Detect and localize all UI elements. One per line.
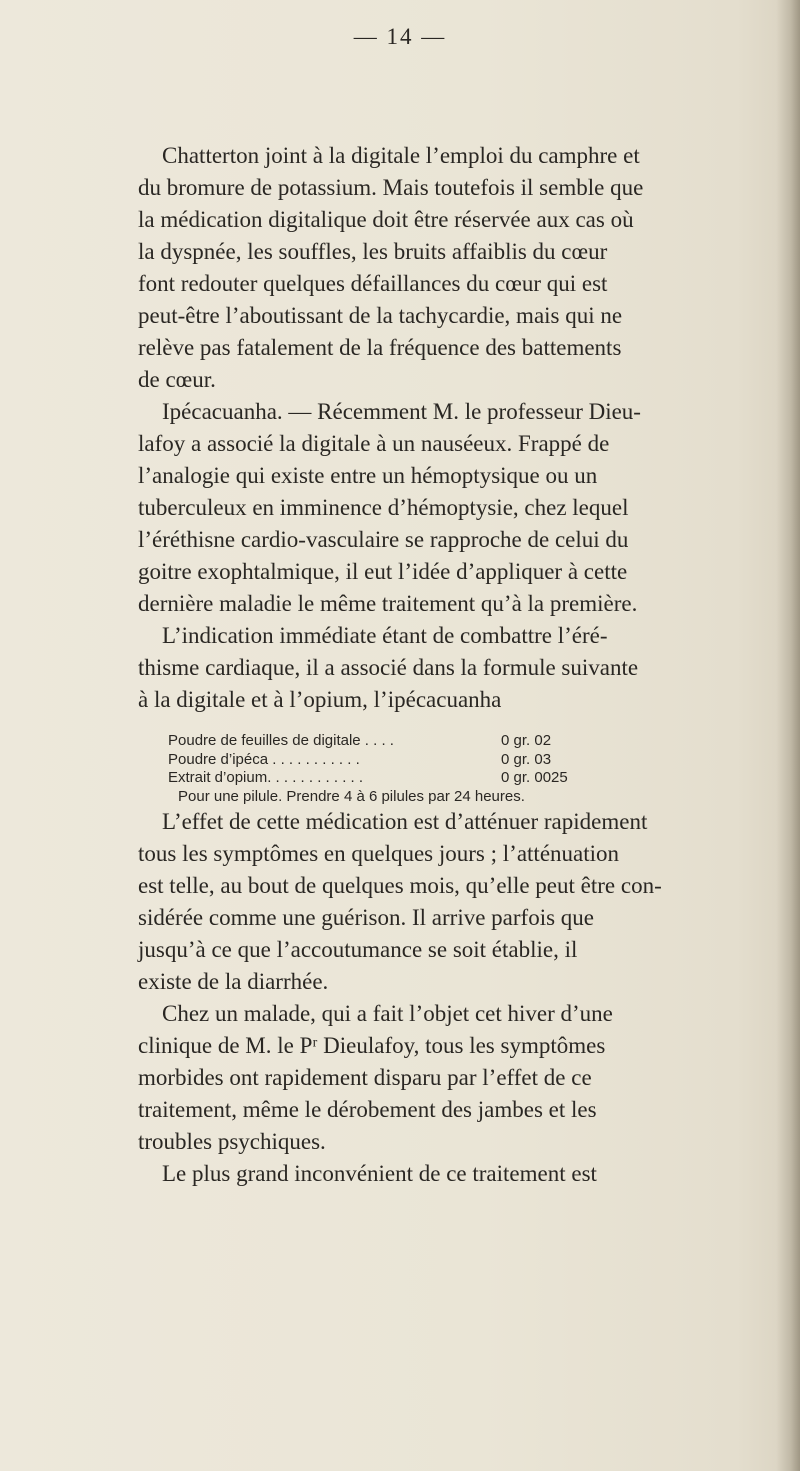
formula-quantity: 0 gr. 0025 xyxy=(501,769,568,786)
text-line: L’indication immédiate étant de combattre l’éré- xyxy=(162,623,608,648)
formula-ingredient: Poudre de feuilles de digitale . . . . xyxy=(168,732,394,749)
formula-quantity: 0 gr. 02 xyxy=(501,732,552,749)
text-line: la dyspnée, les souffles, les bruits affaiblis du cœur xyxy=(138,239,608,264)
text-line: sidérée comme une guérison. Il arrive parfois que xyxy=(138,905,594,930)
formula-row xyxy=(168,751,800,769)
formula-ingredient: Extrait d’opium. . . . . . . . . . . . xyxy=(168,769,364,786)
text-line: Le plus grand inconvénient de ce traitement est xyxy=(162,1161,597,1186)
text-line: de cœur. xyxy=(138,367,216,392)
text-line: existe de la diarrhée. xyxy=(138,969,329,994)
text-line: l’éréthisne cardio-vasculaire se rapproche de celui du xyxy=(138,527,629,552)
text-line: morbides ont rapidement disparu par l’effet de ce xyxy=(138,1065,592,1090)
text-line: relève pas fatalement de la fréquence des battements xyxy=(138,335,622,360)
text-line: font redouter quelques défaillances du cœur qui est xyxy=(138,271,608,296)
text-line: goitre exophtalmique, il eut l’idée d’appliquer à cette xyxy=(138,559,628,584)
formula-ingredient: Poudre d’ipéca . . . . . . . . . . . xyxy=(168,750,360,768)
formula-quantity: 0 gr. 03 xyxy=(501,750,552,768)
text-line: jusqu’à ce que l’accoutumance se soit établie, il xyxy=(138,937,578,962)
text-line: clinique de M. le Pʳ Dieulafoy, tous les symptômes xyxy=(138,1033,606,1058)
text-line: troubles psychiques. xyxy=(138,1129,326,1154)
text-line: Chatterton joint à la digitale l’emploi du camphre et xyxy=(162,143,640,168)
formula-note: Pour une pilule. Prendre 4 à 6 pilules par 24 heures. xyxy=(178,787,525,805)
text-line: est telle, au bout de quelques mois, qu’elle peut être con- xyxy=(138,873,662,898)
text-line: l’analogie qui existe entre un hémoptysique ou un xyxy=(138,463,598,488)
page-number: — 14 — xyxy=(353,24,447,49)
text-line: lafoy a associé la digitale à un nauséeux. Frappé de xyxy=(138,431,610,456)
text-line: tous les symptômes en quelques jours ; l’atténuation xyxy=(138,841,620,866)
text-line: traitement, même le dérobement des jambes et les xyxy=(138,1097,597,1122)
text-line: peut-être l’aboutissant de la tachycardie, mais qui ne xyxy=(138,303,623,328)
text-line: tuberculeux en imminence d’hémoptysie, chez lequel xyxy=(138,495,629,520)
text-line: dernière maladie le même traitement qu’à la première. xyxy=(138,591,638,616)
text-line: thisme cardiaque, il a associé dans la formule suivante xyxy=(138,655,639,680)
text-line: à la digitale et à l’opium, l’ipécacuanha xyxy=(138,687,502,712)
formula-row xyxy=(168,732,800,750)
text-line: la médication digitalique doit être réservée aux cas où xyxy=(138,207,634,232)
text-line: Ipécacuanha. — Récemment M. le professeur Dieu- xyxy=(162,399,641,424)
text-line: Chez un malade, qui a fait l’objet cet hiver d’une xyxy=(162,1001,613,1026)
formula-row xyxy=(168,769,800,787)
text-line: du bromure de potassium. Mais toutefois il semble que xyxy=(138,175,644,200)
text-line: L’effet de cette médication est d’atténuer rapidement xyxy=(162,809,648,834)
